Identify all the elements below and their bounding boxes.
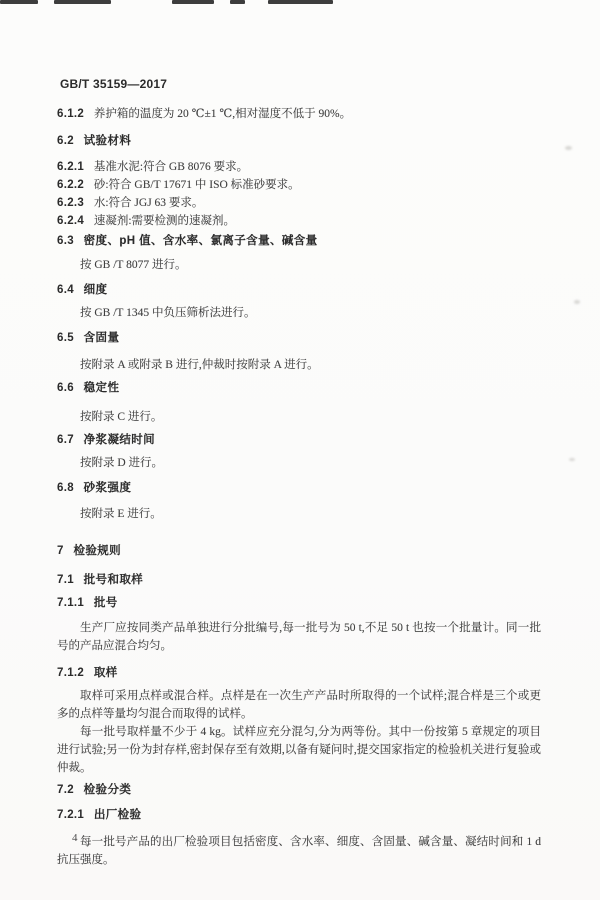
- heading-number: 6.7: [57, 434, 74, 446]
- page-number: 4: [72, 832, 78, 844]
- paragraph: 按 GB /T 8077 进行。: [80, 259, 187, 271]
- clause-6-2-2: [57, 176, 541, 194]
- heading-text: 批号: [93, 597, 118, 609]
- heading-7: [57, 542, 541, 560]
- heading-text: 检验规则: [73, 545, 122, 557]
- heading-7-1: [57, 571, 541, 589]
- paragraph: 按 GB /T 1345 中负压筛析法进行。: [80, 307, 256, 319]
- paragraph: 按附录 D 进行。: [80, 457, 164, 469]
- scan-speck: [569, 458, 575, 461]
- heading-text: 砂浆强度: [83, 482, 132, 494]
- paragraph: 按附录 E 进行。: [80, 508, 162, 520]
- clause-text: 砂:符合 GB/T 17671 中 ISO 标准砂要求。: [93, 179, 300, 191]
- heading-text: 稳定性: [83, 382, 120, 394]
- clause-text: 基准水泥:符合 GB 8076 要求。: [93, 161, 249, 173]
- heading-6-3: [57, 232, 541, 250]
- clause-6-2-1: [57, 158, 541, 176]
- paragraph: 每一批号产品的出厂检验项目包括密度、含水率、细度、含固量、碱含量、凝结时间和 1 d 抗压强度。: [57, 836, 541, 866]
- heading-number: 7.1: [57, 574, 74, 586]
- heading-text: 试验材料: [83, 135, 132, 147]
- heading-text: 净浆凝结时间: [83, 434, 156, 446]
- heading-number: 7: [57, 545, 64, 557]
- heading-7-2-1: [57, 806, 541, 824]
- clause-text: 水:符合 JGJ 63 要求。: [93, 197, 204, 209]
- heading-text: 细度: [83, 284, 108, 296]
- heading-number: 6.2: [57, 135, 74, 147]
- heading-7-2: [57, 781, 541, 799]
- clause-number: 6.2.4: [57, 215, 85, 227]
- heading-text: 取样: [93, 667, 118, 679]
- heading-text: 密度、pH 值、含水率、氯离子含量、碱含量: [83, 235, 318, 247]
- heading-6-6: [57, 379, 541, 397]
- heading-7-1-2: [57, 664, 541, 682]
- clause-number: 6.2.1: [57, 161, 85, 173]
- scan-artifact: [172, 0, 214, 4]
- heading-6-7: [57, 431, 541, 449]
- heading-number: 7.1.2: [57, 667, 85, 679]
- paragraph: 取样可采用点样或混合样。点样是在一次生产产品时所取得的一个试样;混合样是三个或更多的点样等量均匀混合而取得的试样。: [57, 690, 541, 720]
- standard-number: GB/T 35159—2017: [60, 77, 168, 91]
- paragraph: 按附录 A 或附录 B 进行,仲裁时按附录 A 进行。: [80, 359, 319, 371]
- heading-number: 6.6: [57, 382, 74, 394]
- heading-6-4: [57, 281, 541, 299]
- paragraph: 生产厂应按同类产品单独进行分批编号,每一批号为 50 t,不足 50 t 也按一个批量计。同一批号的产品应混合均匀。: [57, 622, 541, 652]
- document-body: [57, 75, 541, 869]
- heading-text: 出厂检验: [93, 809, 142, 821]
- scan-artifact: [230, 0, 245, 4]
- clause-text: 养护箱的温度为 20 ℃±1 ℃,相对湿度不低于 90%。: [93, 108, 352, 120]
- clause-number: 6.1.2: [57, 108, 85, 120]
- heading-number: 6.8: [57, 482, 74, 494]
- scan-artifact: [54, 0, 111, 4]
- heading-number: 6.3: [57, 235, 74, 247]
- heading-7-1-1: [57, 594, 541, 612]
- clause-6-2-3: [57, 194, 541, 212]
- heading-6-8: [57, 479, 541, 497]
- heading-number: 6.5: [57, 332, 74, 344]
- scan-artifact: [268, 0, 333, 4]
- heading-text: 批号和取样: [83, 574, 144, 586]
- paragraph: 每一批号取样量不少于 4 kg。试样应充分混匀,分为两等份。其中一份按第 5 章规定的项目进行试验;另一份为封存样,密封保存至有效期,以备有疑问时,提交国家指定的检验机关进行复验或仲裁。: [57, 726, 541, 774]
- clause-6-1-2: [57, 105, 541, 123]
- heading-number: 7.2: [57, 784, 74, 796]
- clause-number: 6.2.3: [57, 197, 85, 209]
- scan-speck: [565, 146, 572, 150]
- paragraph: 按附录 C 进行。: [80, 411, 163, 423]
- heading-6-5: [57, 329, 541, 347]
- clause-6-2-4: [57, 212, 541, 230]
- clause-text: 速凝剂:需要检测的速凝剂。: [93, 215, 236, 227]
- heading-text: 含固量: [83, 332, 120, 344]
- scan-speck: [574, 300, 580, 304]
- clause-number: 6.2.2: [57, 179, 85, 191]
- heading-number: 7.2.1: [57, 809, 85, 821]
- scan-artifact: [0, 0, 38, 4]
- heading-number: 7.1.1: [57, 597, 85, 609]
- heading-number: 6.4: [57, 284, 74, 296]
- heading-text: 检验分类: [83, 784, 132, 796]
- heading-6-2: [57, 132, 541, 150]
